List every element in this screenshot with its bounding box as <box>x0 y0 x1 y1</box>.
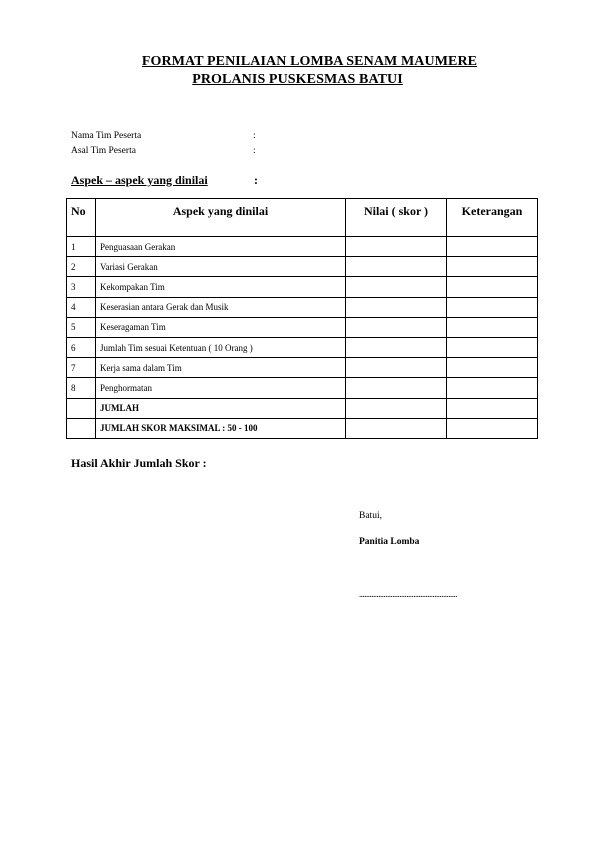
info-label: Asal Tim Peserta <box>71 146 136 156</box>
row-aspek: Kekompakan Tim <box>96 277 346 297</box>
row-nilai-cell[interactable] <box>346 277 447 297</box>
header-nilai: Nilai ( skor ) <box>346 199 447 237</box>
row-nilai-cell[interactable] <box>346 237 447 257</box>
row-nilai-cell[interactable] <box>346 297 447 317</box>
jumlah-nilai-cell[interactable] <box>346 398 447 418</box>
jumlah-label: JUMLAH <box>96 398 346 418</box>
row-aspek: Variasi Gerakan <box>96 257 346 277</box>
row-keterangan-cell[interactable] <box>447 358 538 378</box>
row-nilai-cell[interactable] <box>346 358 447 378</box>
hasil-akhir-label: Hasil Akhir Jumlah Skor : <box>71 456 207 470</box>
row-no: 3 <box>67 277 96 297</box>
row-aspek: Kerja sama dalam Tim <box>96 358 346 378</box>
info-separator: : <box>253 131 256 141</box>
jumlah-row <box>67 398 538 418</box>
row-no: 7 <box>67 358 96 378</box>
row-nilai-cell[interactable] <box>346 378 447 398</box>
header-keterangan: Keterangan <box>447 199 538 237</box>
table-row <box>67 317 538 337</box>
header-aspek: Aspek yang dinilai <box>96 199 346 237</box>
jumlah-maksimal-nilai-cell[interactable] <box>346 418 447 438</box>
jumlah-maksimal-label: JUMLAH SKOR MAKSIMAL : 50 - 100 <box>96 418 346 438</box>
aspek-heading <box>71 173 258 188</box>
info-label: Nama Tim Peserta <box>71 131 142 141</box>
header-no: No <box>67 199 96 237</box>
row-no-empty <box>67 418 96 438</box>
row-keterangan-cell[interactable] <box>447 317 538 337</box>
row-no: 4 <box>67 297 96 317</box>
row-aspek: Keseragaman Tim <box>96 317 346 337</box>
table-row <box>67 277 538 297</box>
table-row <box>67 257 538 277</box>
row-nilai-cell[interactable] <box>346 257 447 277</box>
row-no-empty <box>67 398 96 418</box>
jumlah-maksimal-keterangan-cell[interactable] <box>447 418 538 438</box>
row-no: 2 <box>67 257 96 277</box>
table-row <box>67 378 538 398</box>
row-keterangan-cell[interactable] <box>447 378 538 398</box>
jumlah-keterangan-cell[interactable] <box>447 398 538 418</box>
aspek-heading-label: Aspek – aspek yang dinilai <box>71 173 208 187</box>
row-keterangan-cell[interactable] <box>447 297 538 317</box>
table-row <box>67 358 538 378</box>
row-no: 1 <box>67 237 96 257</box>
row-aspek: Jumlah Tim sesuai Ketentuan ( 10 Orang ) <box>96 337 346 357</box>
row-no: 6 <box>67 337 96 357</box>
info-separator: : <box>253 146 256 156</box>
row-keterangan-cell[interactable] <box>447 277 538 297</box>
signature-role: Panitia Lomba <box>359 537 420 547</box>
info-row-asal-tim <box>71 146 256 156</box>
row-nilai-cell[interactable] <box>346 337 447 357</box>
table-row <box>67 237 538 257</box>
row-keterangan-cell[interactable] <box>447 237 538 257</box>
info-row-nama-tim <box>71 131 256 141</box>
document-title-line2: PROLANIS PUSKESMAS BATUI <box>192 72 403 87</box>
row-aspek: Keserasian antara Gerak dan Musik <box>96 297 346 317</box>
row-nilai-cell[interactable] <box>346 317 447 337</box>
row-aspek: Penguasaan Gerakan <box>96 237 346 257</box>
table-header-row <box>67 199 538 237</box>
aspek-heading-separator: : <box>254 173 258 187</box>
document-title-line1: FORMAT PENILAIAN LOMBA SENAM MAUMERE <box>141 54 478 69</box>
row-no: 5 <box>67 317 96 337</box>
jumlah-maksimal-row <box>67 418 538 438</box>
signature-place: Batui, <box>359 511 382 521</box>
row-keterangan-cell[interactable] <box>447 337 538 357</box>
table-row <box>67 297 538 317</box>
row-aspek: Penghormatan <box>96 378 346 398</box>
row-no: 8 <box>67 378 96 398</box>
score-table <box>66 198 538 439</box>
table-row <box>67 337 538 357</box>
row-keterangan-cell[interactable] <box>447 257 538 277</box>
signature-line: ........................................................ <box>359 589 457 599</box>
